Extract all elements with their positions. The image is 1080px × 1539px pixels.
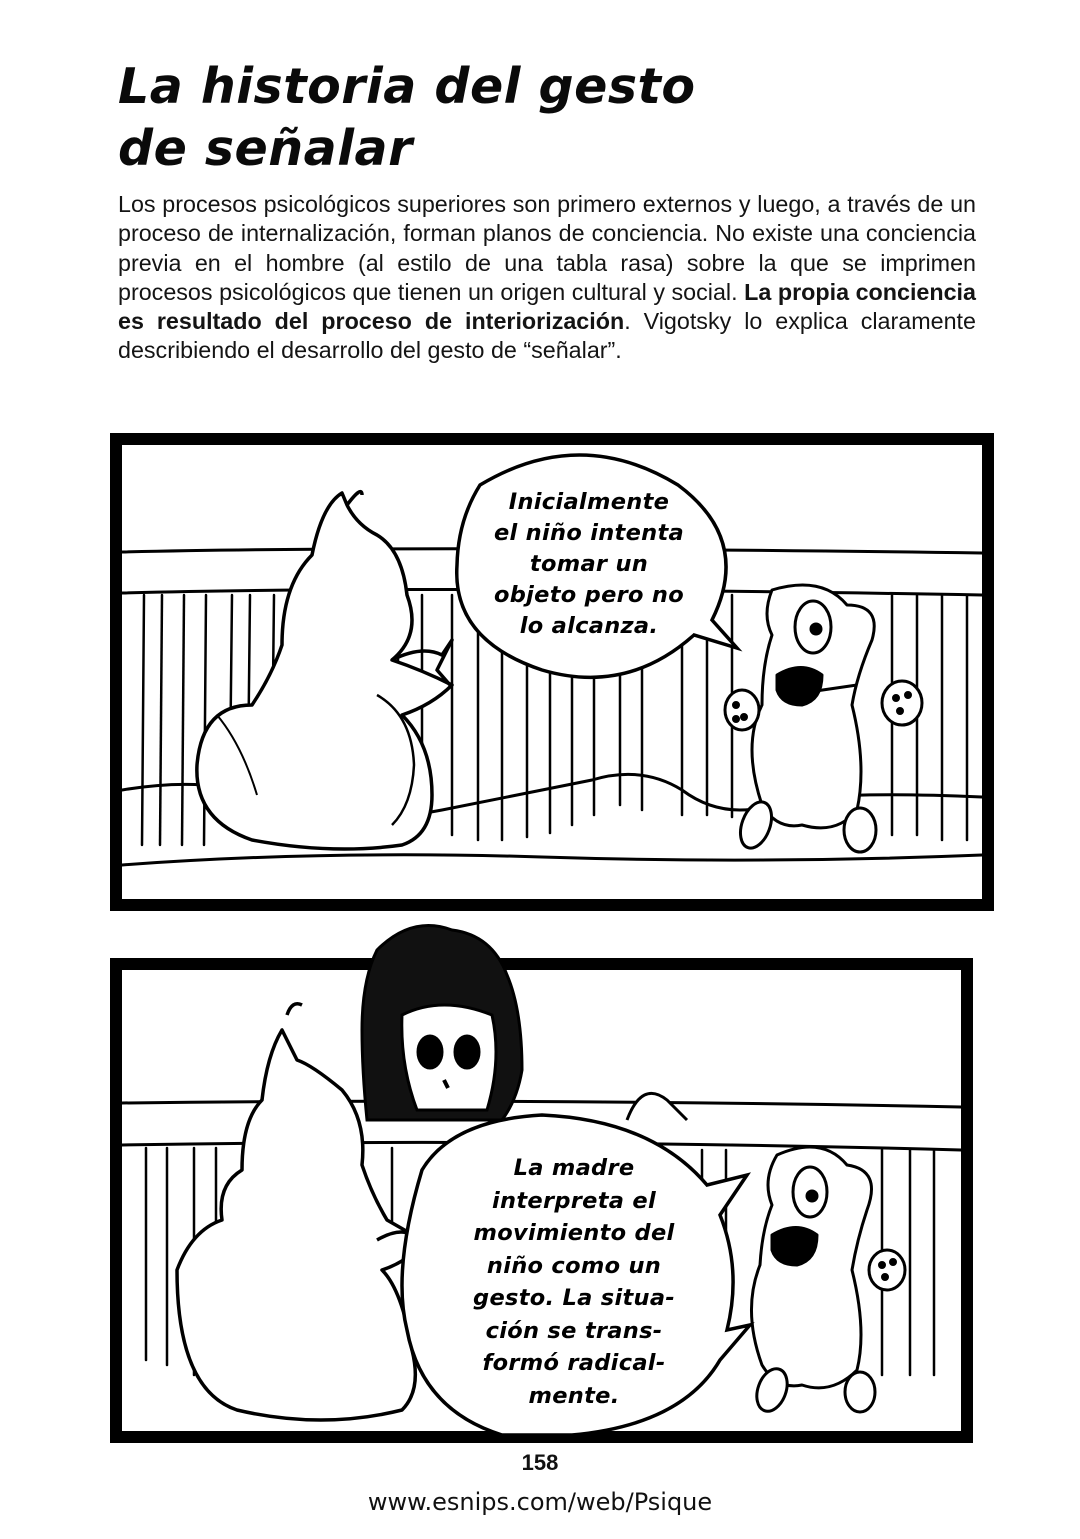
paragraph-text-end: . Vigotsky lo explica claramente describiendo el desarrollo del gesto de “señalar”. — [118, 308, 976, 364]
bubble-1-line: Inicialmente — [508, 489, 670, 515]
bubble-2-line: interpreta el — [492, 1187, 656, 1214]
paragraph-text-start: Los procesos psicológicos superiores son primero externos y luego, a través de un proceso de internalización, forman planos de conciencia. No existe una conciencia previa en el hombre (al estilo de una tabla rasa) sobre la que se imprimen procesos psicológicos que tienen un origen cultural y social. — [118, 191, 976, 305]
bubble-2-line: formó radical- — [482, 1350, 666, 1376]
bubble-1-line: lo alcanza. — [519, 613, 659, 639]
bubble-1-line: objeto pero no — [493, 582, 684, 608]
paragraph-bold-text: La propia conciencia es resultado del proceso de interiorización — [118, 278, 976, 335]
page-title-line-1: La historia del gesto — [118, 58, 696, 115]
baby-figure — [197, 492, 452, 849]
bubble-2-line: movimiento del — [473, 1220, 675, 1246]
mother-figure — [297, 926, 687, 1121]
bubble-2-line: La madre — [513, 1155, 635, 1181]
bubble-2-line: mente. — [528, 1382, 620, 1409]
page-title-line-2: de señalar — [118, 120, 413, 177]
speech-bubble-1 — [464, 487, 714, 642]
comic-panel-1 — [110, 433, 994, 911]
bubble-2-line: ción se trans- — [485, 1317, 663, 1344]
bubble-2-line: niño como un — [486, 1252, 662, 1279]
comic-panel-2 — [110, 958, 973, 1443]
page-number: 158 — [521, 1450, 559, 1475]
intro-paragraph — [118, 190, 976, 366]
footer-url: www.esnips.com/web/Psique — [367, 1488, 713, 1516]
bubble-1-line: tomar un — [529, 551, 649, 577]
speech-bubble-2 — [415, 1152, 733, 1412]
bubble-1-line: el niño intenta — [493, 520, 685, 546]
bubble-2-line: gesto. La situa- — [473, 1285, 675, 1311]
page-title — [118, 56, 696, 180]
